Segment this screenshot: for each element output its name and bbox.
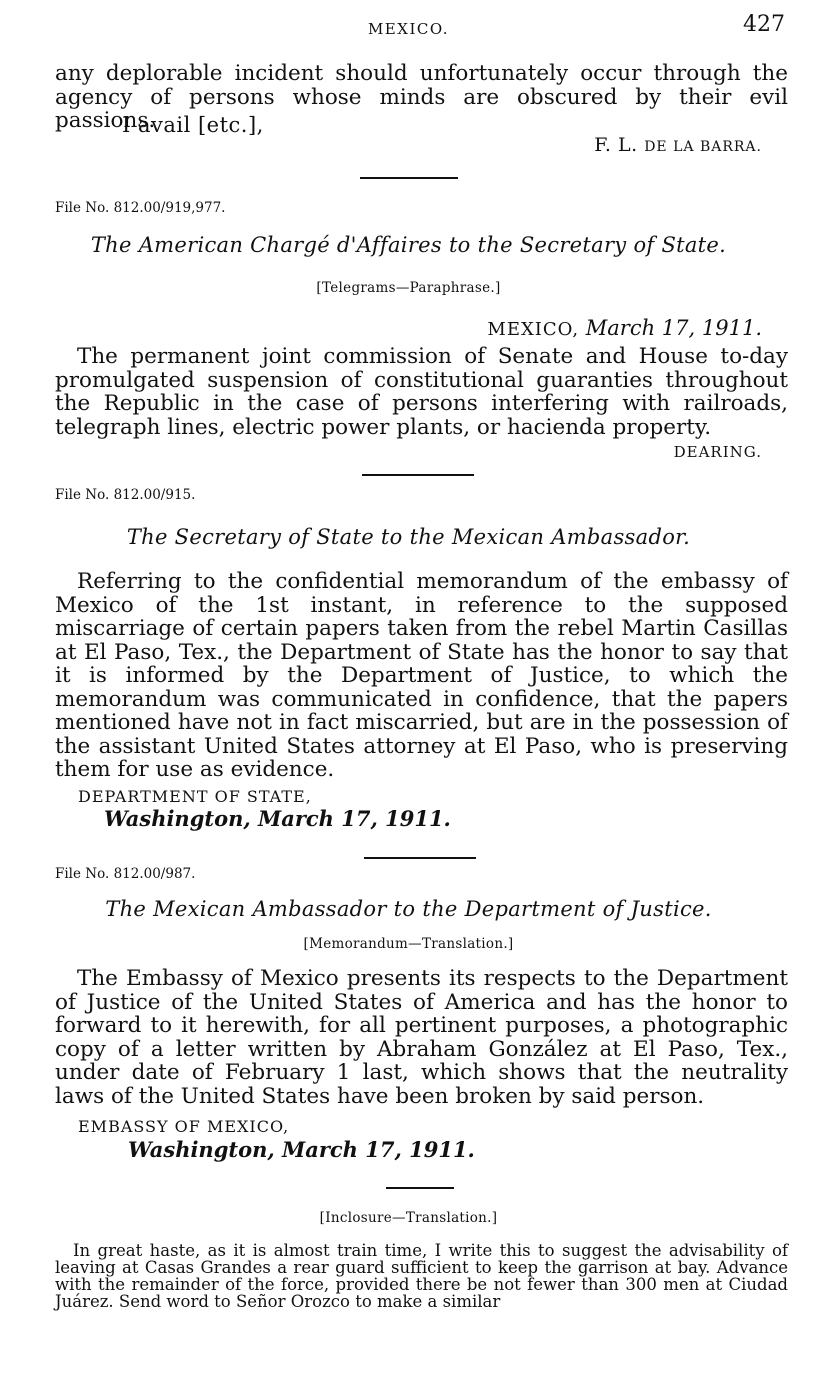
sender-date: Washington, March 17, 1911. <box>128 1137 475 1162</box>
signature-dearing <box>674 440 762 462</box>
signature-initials: F. L. <box>594 134 638 156</box>
telegram-paragraph <box>55 345 788 439</box>
closing-avail: I avail [etc.], <box>122 113 264 137</box>
continuation-text: any deplorable incident should unfortunately occur through the agency of persons whose minds are obscured by their evil passions. <box>55 61 788 133</box>
letter-paragraph <box>55 570 788 782</box>
sender-place: DEPARTMENT OF STATE, <box>78 787 312 806</box>
inclosure-paragraph <box>55 1242 788 1310</box>
inclosure-note: [Inclosure—Translation.] <box>319 1210 498 1226</box>
memorandum-paragraph <box>55 967 788 1108</box>
document-heading: The Secretary of State to the Mexican Ambassador. <box>126 525 691 549</box>
section-divider <box>362 474 474 476</box>
page-number: 427 <box>743 12 785 37</box>
running-title: MEXICO. <box>367 20 450 38</box>
inclosure-text: In great haste, as it is almost train time, I write this to suggest the advisability of leaving at Casas Grandes a rear guard sufficient to keep the garrison at bay. Advance with the remainder of the force, provided there be not fewer than 300 men at Ciudad Juárez. Send word to Señor Orozco to make a similar <box>55 1241 788 1311</box>
running-head <box>0 12 817 42</box>
sender-place: EMBASSY OF MEXICO, <box>78 1117 290 1136</box>
sender-date: Washington, March 17, 1911. <box>104 806 451 831</box>
file-number: File No. 812.00/919,977. <box>55 200 226 216</box>
telegram-text: The permanent joint commission of Senate and House to-day promulgated suspension of constitutional guaranties throughout the Republic in the case of persons interfering with railroads, telegraph lines, electric power plants, or hacienda property. <box>55 344 788 440</box>
letter-text: Referring to the confidential memorandum of the embassy of Mexico of the 1st instant, in reference to the supposed miscarriage of certain papers taken from the rebel Martin Casillas at El Paso, Tex., the Department of State has the honor to say that it is informed by the Department of Justice, to which the memorandum was communicated in confidence, that the papers mentioned have not in fact miscarried, but are in the possession of the assistant United States attorney at El Paso, who is preserving them for use as evidence. <box>55 569 788 782</box>
dateline-place: MEXICO, <box>487 319 580 340</box>
signature-name: DEARING. <box>673 443 762 461</box>
dateline <box>487 316 762 340</box>
file-number: File No. 812.00/987. <box>55 866 196 882</box>
section-divider <box>360 177 458 179</box>
section-divider <box>386 1187 454 1189</box>
memorandum-text: The Embassy of Mexico presents its respects to the Department of Justice of the United States of America and has the honor to forward to it herewith, for all pertinent purposes, a photographic copy of a letter written by Abraham González at El Paso, Tex., under date of February 1 last, which shows that the neutrality laws of the United States have been broken by said person. <box>55 966 788 1109</box>
document-heading: The American Chargé d'Affaires to the Secretary of State. <box>90 233 727 257</box>
section-divider <box>364 857 476 859</box>
file-number: File No. 812.00/915. <box>55 487 196 503</box>
signature-de-la-barra <box>594 134 762 156</box>
signature-surname: DE LA BARRA. <box>644 139 762 155</box>
dateline-date: March 17, 1911. <box>585 316 762 340</box>
document-note: [Memorandum—Translation.] <box>303 936 514 952</box>
document-heading: The Mexican Ambassador to the Department of Justice. <box>105 897 712 921</box>
document-note: [Telegrams—Paraphrase.] <box>316 280 501 296</box>
